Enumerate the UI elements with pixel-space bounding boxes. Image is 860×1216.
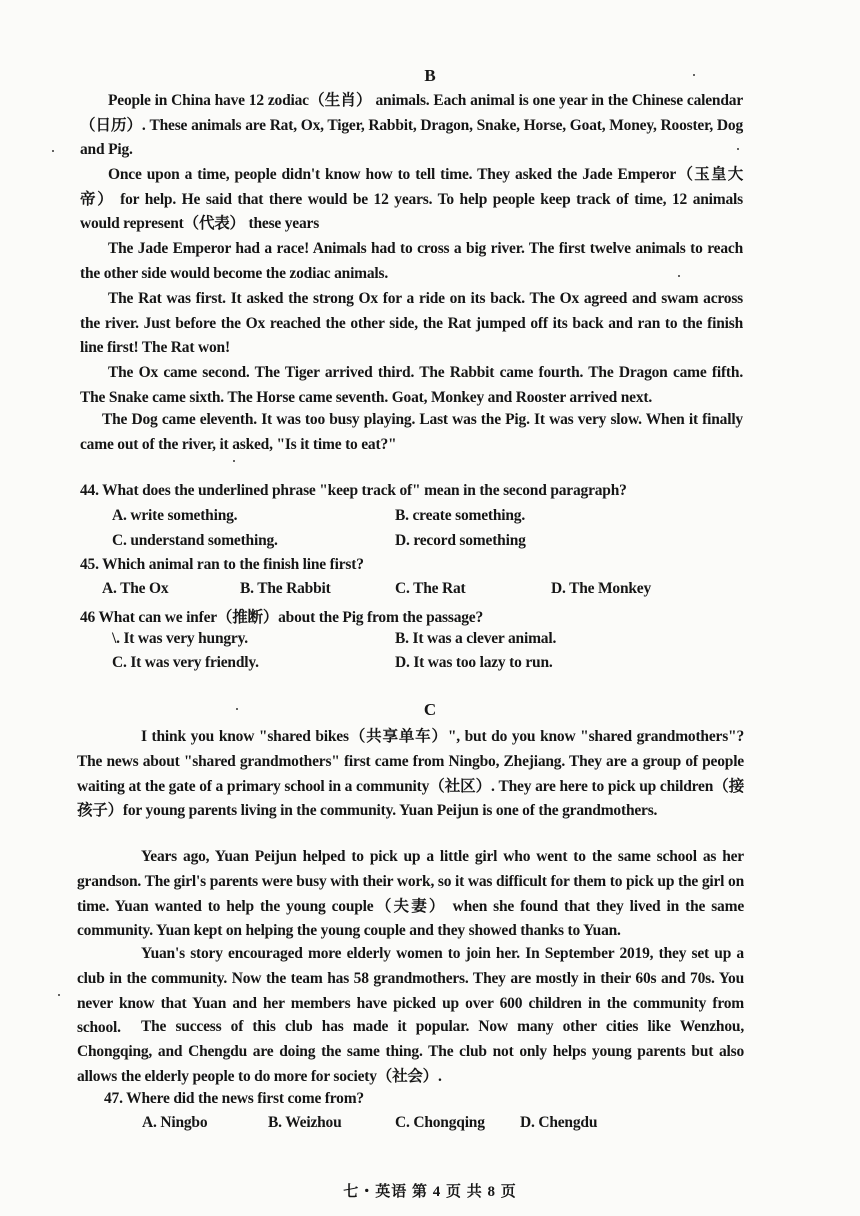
question-47-stem: 47. Where did the news first come from? xyxy=(104,1090,364,1107)
scan-speck xyxy=(678,275,680,277)
section-c-paragraph-3: Yuan's story encouraged more elderly women to join her. In September 2019, they set up a club in the community. Now the team has 58 grandmothers. They are mostly in their 60s and 70s. You never know that Yuan and her members have picked up over 600 children in the community from school. xyxy=(77,945,744,1037)
section-c-paragraph-1: I think you know "shared bikes（共享单车）", but do you know "shared grandmothers"? The news about "shared grandmothers" first came from Ningbo, Zhejiang. They are a group of people waiting at the gate of a primary school in a community（社区）. They are here to pick up children（接孩子）for young parents living in the community. Yuan Peijun is one of the grandmothers. xyxy=(77,728,744,820)
question-45-option-b: B. The Rabbit xyxy=(240,580,331,597)
question-45-option-d: D. The Monkey xyxy=(551,580,652,597)
section-b-heading: B xyxy=(424,66,436,85)
section-b-paragraph-4: The Rat was first. It asked the strong Ox for a ride on its back. The Ox agreed and swam across the river. Just before the Ox reached the other side, the Rat jumped off its back and ran to the finish line first! The Rat won! xyxy=(80,290,743,357)
scan-speck xyxy=(52,150,54,152)
question-46-option-c: C. It was very friendly. xyxy=(112,654,259,671)
section-b-paragraph-3: The Jade Emperor had a race! Animals had to cross a big river. The first twelve animals to reach the other side would become the zodiac animals. xyxy=(80,240,743,282)
page-footer: 七・英语 第 4 页 共 8 页 xyxy=(343,1184,517,1200)
section-c-heading: C xyxy=(423,700,437,719)
section-b-paragraph-6: The Dog came eleventh. It was too busy playing. Last was the Pig. It was very slow. When it finally came out of the river, it asked, "Is it time to eat?" xyxy=(80,411,743,453)
question-46-option-d: D. It was too lazy to run. xyxy=(395,654,553,671)
question-44-option-d: D. record something xyxy=(395,532,526,549)
question-45-stem: 45. Which animal ran to the finish line first? xyxy=(80,556,364,573)
question-46-stem: 46 What can we infer（推断）about the Pig from the passage? xyxy=(80,609,484,626)
question-46-option-b: B. It was a clever animal. xyxy=(395,630,557,647)
scan-speck xyxy=(737,148,739,150)
scan-speck xyxy=(58,994,60,996)
question-45-option-c: C. The Rat xyxy=(395,580,466,597)
question-47-option-b: B. Weizhou xyxy=(268,1114,342,1131)
question-46-option-a: \. It was very hungry. xyxy=(112,630,248,647)
section-c-paragraph-2: Years ago, Yuan Peijun helped to pick up a little girl who went to the same school as her grandson. The girl's parents were busy with their work, so it was difficult for them to pick up the girl on time. Yuan wanted to help the young couple（夫妻） when she found that they lived in the same community. Yuan kept on helping the young couple and they showed thanks to Yuan. xyxy=(77,848,744,940)
question-47-option-c: C. Chongqing xyxy=(395,1114,485,1131)
question-44-stem: 44. What does the underlined phrase "keep track of" mean in the second paragraph? xyxy=(80,482,627,499)
scan-speck xyxy=(236,708,238,710)
question-45-option-a: A. The Ox xyxy=(102,580,169,597)
section-b-paragraph-1: People in China have 12 zodiac（生肖） animals. Each animal is one year in the Chinese calendar（日历）. These animals are Rat, Ox, Tiger, Rabbit, Dragon, Snake, Horse, Goat, Money, Rooster, Dog and Pig. xyxy=(80,92,743,159)
question-44-option-b: B. create something. xyxy=(395,507,526,524)
section-b-paragraph-2: Once upon a time, people didn't know how to tell time. They asked the Jade Emperor（玉皇大帝） for help. He said that there would be 12 years. To help people keep track of time, 12 animals would represent（代表） these years xyxy=(80,166,743,233)
question-47-option-d: D. Chengdu xyxy=(520,1114,598,1131)
scan-speck xyxy=(693,74,695,76)
scan-speck xyxy=(233,460,235,462)
question-47-option-a: A. Ningbo xyxy=(142,1114,208,1131)
question-44-option-c: C. understand something. xyxy=(112,532,278,549)
section-b-paragraph-5: The Ox came second. The Tiger arrived third. The Rabbit came fourth. The Dragon came fifth. The Snake came sixth. The Horse came seventh. Goat, Monkey and Rooster arrived next. xyxy=(80,364,743,406)
question-44-option-a: A. write something. xyxy=(112,507,238,524)
section-c-paragraph-4: The success of this club has made it popular. Now many other cities like Wenzhou, Chongqing, and Chengdu are doing the same thing. The club not only helps young parents but also allows the elderly people to do more for society（社会）. xyxy=(77,1018,744,1085)
